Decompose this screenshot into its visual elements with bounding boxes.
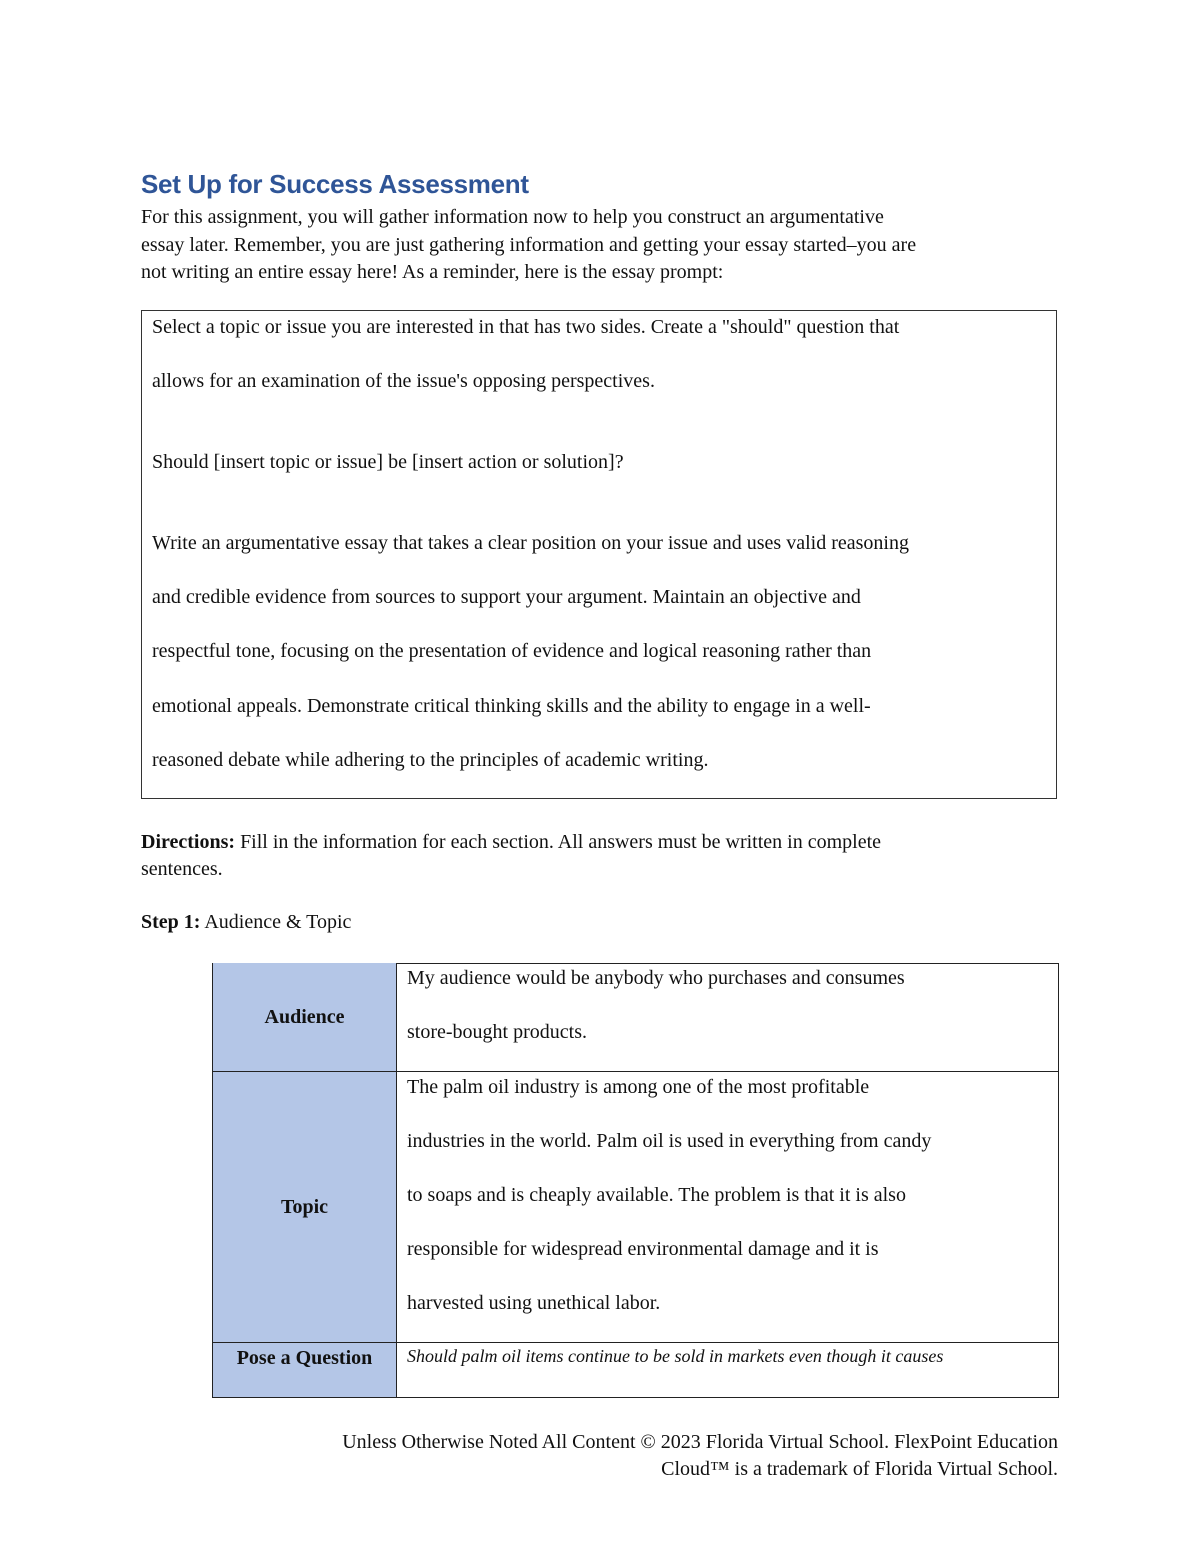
step-title: Audience & Topic <box>200 911 352 933</box>
prompt-line: reasoned debate while adhering to the principles of academic writing. <box>152 749 709 771</box>
intro-line: not writing an entire essay here! As a reminder, here is the essay prompt: <box>141 261 724 283</box>
topic-answer-line[interactable]: The palm oil industry is among one of the most profitable <box>407 1076 870 1098</box>
page-title: Set Up for Success Assessment <box>141 169 529 199</box>
step-heading <box>141 910 351 934</box>
prompt-line: and credible evidence from sources to support your argument. Maintain an objective and <box>152 586 861 608</box>
audience-answer-line[interactable]: My audience would be anybody who purchases and consumes <box>407 967 905 989</box>
prompt-line: Select a topic or issue you are interested in that has two sides. Create a "should" question that <box>152 316 900 338</box>
prompt-line: allows for an examination of the issue's opposing perspectives. <box>152 370 655 392</box>
directions <box>141 830 881 854</box>
footer-line: Cloud™ is a trademark of Florida Virtual School. <box>661 1458 1058 1480</box>
intro-line: For this assignment, you will gather information now to help you construct an argumentative <box>141 206 884 228</box>
step-label: Step 1: <box>141 911 201 933</box>
directions-line: sentences. <box>141 858 223 880</box>
question-header: Pose a Question <box>212 1343 397 1397</box>
footer-line: Unless Otherwise Noted All Content © 2023 Florida Virtual School. FlexPoint Education <box>342 1431 1058 1453</box>
intro-line: essay later. Remember, you are just gathering information and getting your essay started–you are <box>141 234 917 256</box>
topic-answer-line[interactable]: responsible for widespread environmental damage and it is <box>407 1238 879 1260</box>
topic-header: Topic <box>212 1072 397 1343</box>
directions-text: Fill in the information for each section. All answers must be written in complete <box>235 831 882 853</box>
audience-header: Audience <box>212 963 397 1072</box>
directions-label: Directions: <box>141 831 236 853</box>
question-answer-line[interactable]: Should palm oil items continue to be sold in markets even though it causes <box>407 1346 944 1366</box>
topic-answer-line[interactable]: industries in the world. Palm oil is used in everything from candy <box>407 1130 932 1152</box>
row-divider <box>212 1071 1059 1072</box>
row-divider <box>212 1342 1059 1343</box>
topic-answer-line[interactable]: to soaps and is cheaply available. The problem is that it is also <box>407 1184 906 1206</box>
topic-answer-line[interactable]: harvested using unethical labor. <box>407 1292 661 1314</box>
prompt-line: emotional appeals. Demonstrate critical thinking skills and the ability to engage in a well- <box>152 695 871 717</box>
prompt-line: Write an argumentative essay that takes a clear position on your issue and uses valid reasoning <box>152 532 909 554</box>
audience-answer-line[interactable]: store-bought products. <box>407 1021 587 1043</box>
prompt-line: Should [insert topic or issue] be [insert action or solution]? <box>152 451 624 473</box>
prompt-line: respectful tone, focusing on the presentation of evidence and logical reasoning rather than <box>152 640 872 662</box>
